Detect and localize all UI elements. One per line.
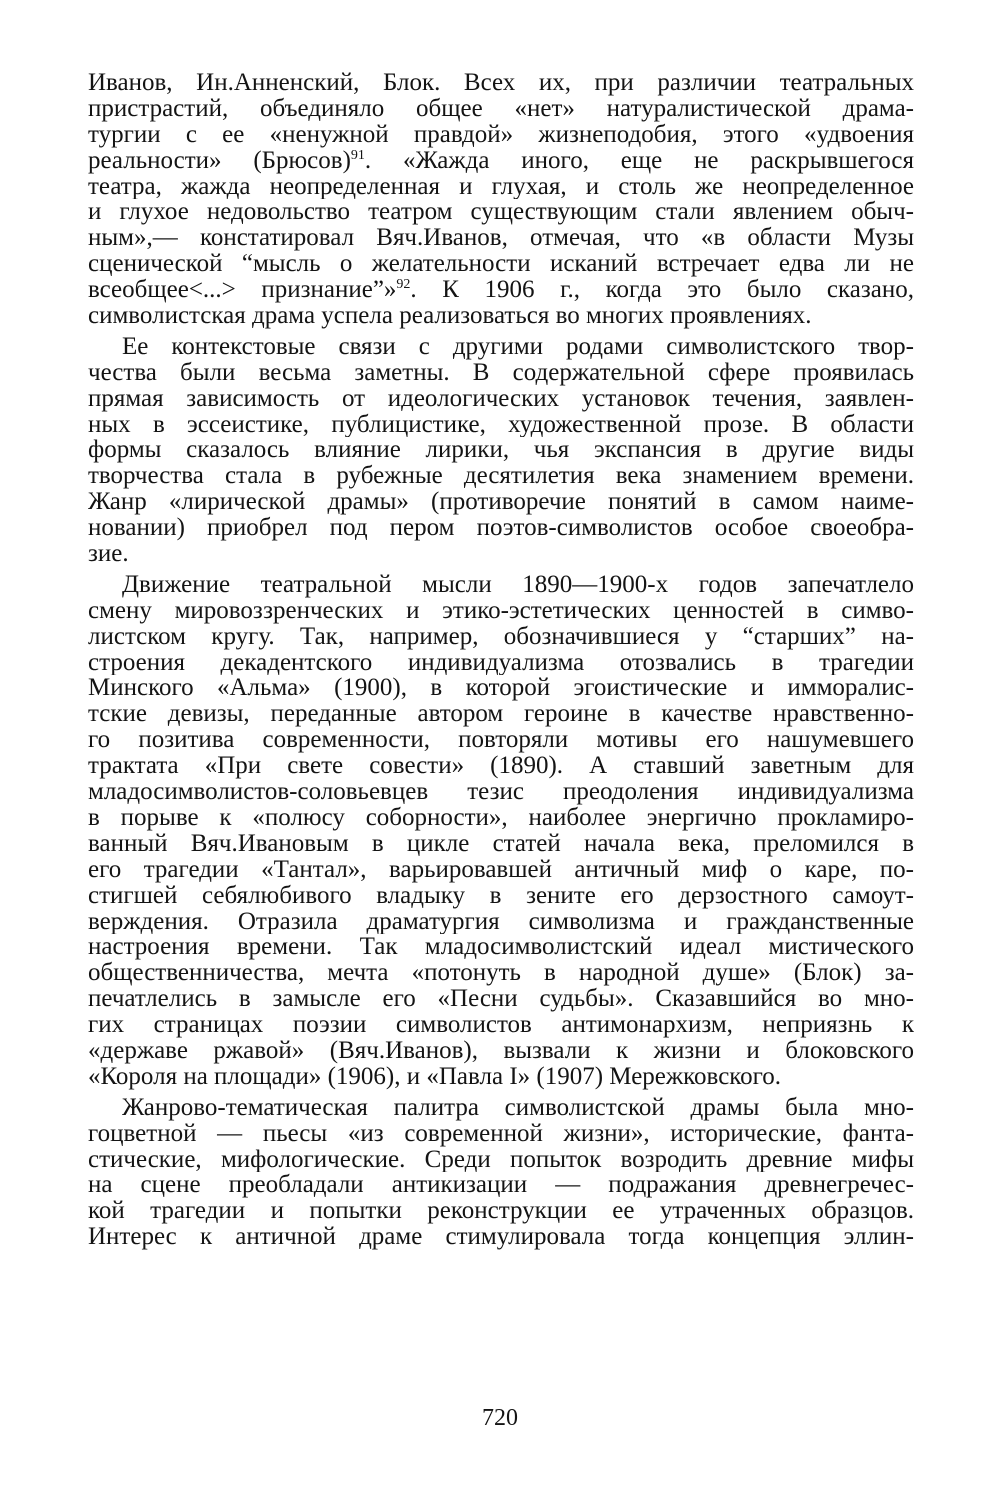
text-line: стигшей себялюбивого владыку в зените его дерзостного самоут- bbox=[88, 882, 914, 909]
text-line: пристрастий, объединяло общее «нет» натуралистической драма- bbox=[88, 95, 914, 122]
text-line: го позитива современности, повторяли мотивы его нашумевшего bbox=[88, 727, 914, 754]
text-line: верждения. Отразила драматургия символизма и гражданственные bbox=[88, 908, 914, 935]
text-line: смену мировоззренческих и этико-эстетических ценностей в симво- bbox=[88, 597, 914, 624]
text-line: кой трагедии и попытки реконструкции ее утраченных образцов. bbox=[88, 1198, 914, 1225]
text-line: формы сказалось влияние лирики, чья экспансия в другие виды bbox=[88, 437, 914, 464]
text-line: театра, жажда неопределенная и глухая, и столь же неопределенное bbox=[88, 173, 914, 200]
text-line: гоцветной — пьесы «из современной жизни», исторические, фанта- bbox=[88, 1120, 914, 1147]
paragraph bbox=[88, 572, 914, 1090]
text-line: и глухое недовольство театром существующим стали явлением обыч- bbox=[88, 199, 914, 226]
text-line: всеобщее<...> признание”»$^{92}$. К 1906 г., когда это было сказано, bbox=[88, 277, 914, 304]
paragraph bbox=[88, 1095, 914, 1250]
text-line: сценической “мысль о желательности исканий встречает едва ли не bbox=[88, 251, 914, 278]
text-line: Иванов, Ин.Анненский, Блок. Всех их, при различии театральных bbox=[88, 70, 914, 96]
text-line: ным»,— констатировал Вяч.Иванов, отмечая, что «в области Музы bbox=[88, 225, 914, 252]
text-line: на сцене преобладали антикизации — подражания древнегречес- bbox=[88, 1172, 914, 1199]
text-line: Движение театральной мысли 1890—1900-х годов запечатлело bbox=[122, 571, 914, 598]
text-line: общественничества, мечта «потонуть в народной душе» (Блок) за- bbox=[88, 960, 914, 987]
text-line: младосимволистов-соловьевцев тезис преодоления индивидуализма bbox=[88, 779, 914, 805]
text-line: Жанр «лирической драмы» (противоречие понятий в самом наиме- bbox=[88, 489, 914, 516]
text-line: символистская драма успела реализоваться во многих проявлениях. bbox=[88, 303, 812, 329]
text-line: новании) приобрел под пером поэтов-символистов особое своеобра- bbox=[88, 515, 914, 542]
text-line: «Короля на площади» (1906), и «Павла I» (1907) Мережковского. bbox=[88, 1063, 782, 1090]
text-line: «державе ржавой» (Вяч.Иванов), вызвали к жизни и блоковского bbox=[88, 1037, 914, 1064]
text-line: Интерес к античной драме стимулировала тогда концепция эллин- bbox=[88, 1224, 914, 1251]
text-line: Жанрово-тематическая палитра символистской драмы была мно- bbox=[122, 1094, 914, 1121]
text-line: зие. bbox=[88, 541, 129, 567]
text-line: листском кругу. Так, например, обозначившиеся у “старших” на- bbox=[88, 623, 914, 650]
text-line: печатлелись в замысле его «Песни судьбы». Сказавшийся во мно- bbox=[88, 986, 914, 1013]
text-line: ванный Вяч.Ивановым в цикле статей начала века, преломился в bbox=[88, 830, 914, 857]
text-line: Минского «Альма» (1900), в которой эгоистические и имморалис- bbox=[88, 675, 914, 702]
text-line: тургии с ее «ненужной правдой» жизнеподобия, этого «удвоения bbox=[88, 121, 914, 148]
paragraph bbox=[88, 70, 914, 329]
page-number: 720 bbox=[482, 1405, 518, 1431]
text-line: гих страницах поэзии символистов антимонархизм, неприязнь к bbox=[88, 1012, 914, 1038]
page-body bbox=[88, 70, 914, 1250]
text-line: настроения времени. Так младосимволистский идеал мистического bbox=[88, 934, 914, 961]
text-line: Ее контекстовые связи с другими родами символистского твор- bbox=[122, 333, 914, 360]
text-line: ных в эссеистике, публицистике, художественной прозе. В области bbox=[88, 411, 914, 438]
text-line: тские девизы, переданные автором героине в качестве нравственно- bbox=[88, 701, 914, 728]
text-line: трактата «При свете совести» (1890). А ставший заветным для bbox=[88, 753, 914, 780]
text-line: его трагедии «Тантал», варьировавшей античный миф о каре, по- bbox=[88, 856, 914, 883]
text-line: реальности» (Брюсов)$^{91}$. «Жажда иного, еще не раскрывшегося bbox=[88, 147, 914, 174]
text-line: строения декадентского индивидуализма отозвались в трагедии bbox=[88, 649, 914, 676]
text-line: прямая зависимость от идеологических установок течения, заявлен- bbox=[88, 385, 914, 412]
paragraph bbox=[88, 334, 914, 567]
text-line: чества были весьма заметны. В содержательной сфере проявилась bbox=[88, 359, 914, 386]
text-line: творчества стала в рубежные десятилетия века знамением времени. bbox=[88, 463, 914, 490]
text-line: стические, мифологические. Среди попыток возродить древние мифы bbox=[88, 1146, 914, 1173]
text-line: в порыве к «полюсу соборности», наиболее энергично прокламиро- bbox=[88, 804, 914, 831]
